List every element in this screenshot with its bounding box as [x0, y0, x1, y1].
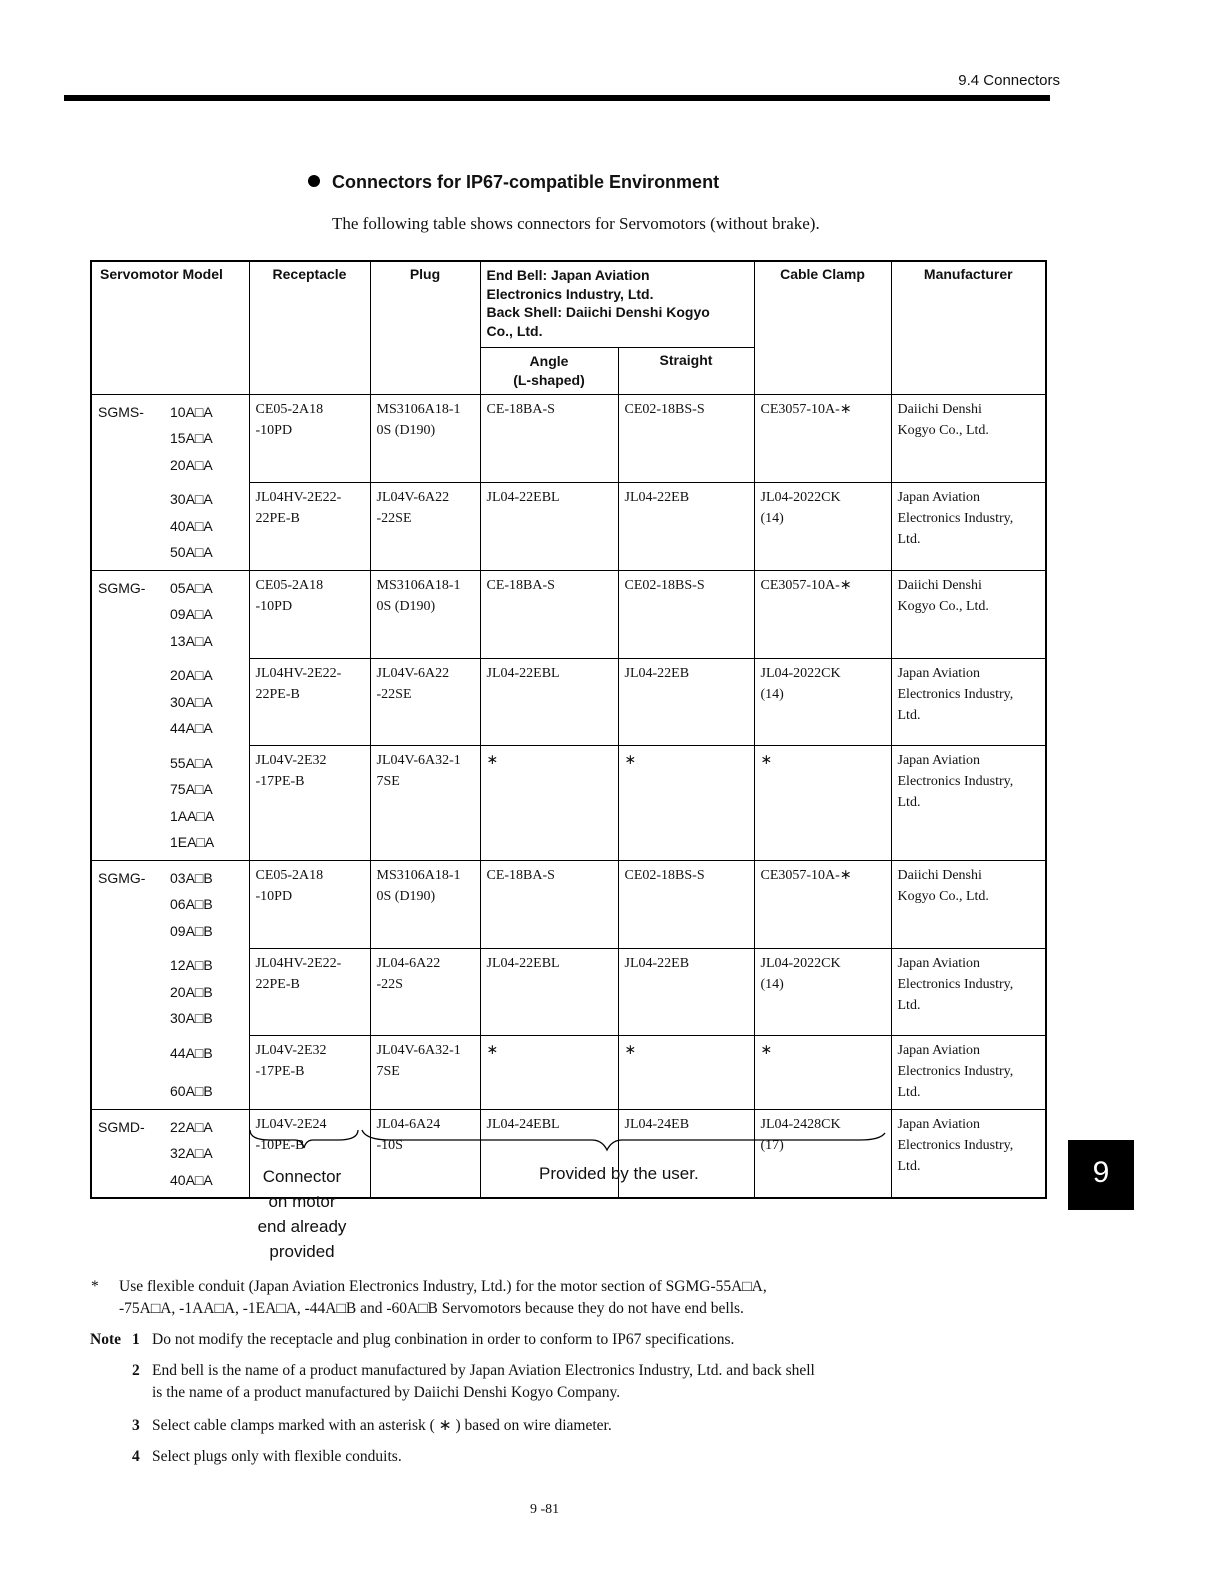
- manufacturer-line: Japan Aviation: [897, 665, 981, 681]
- manufacturer-line: Ltd.: [897, 997, 921, 1013]
- note-number: 2: [132, 1362, 140, 1379]
- receptacle-line: JL04HV-2E22-: [255, 489, 342, 505]
- plug-line: 7SE: [376, 774, 400, 789]
- clamp-line: JL04-2022CK: [760, 665, 841, 681]
- header-manufacturer: Manufacturer: [891, 261, 1046, 394]
- manufacturer-line: Japan Aviation: [897, 955, 981, 971]
- plug-line: 0S (D190): [376, 598, 436, 614]
- model-cell: [91, 1036, 249, 1110]
- plug-cell: [370, 658, 480, 746]
- receptacle-line: 22PE-B: [255, 510, 300, 526]
- brace-motor: [250, 1130, 358, 1148]
- header-receptacle: Receptacle: [249, 261, 370, 394]
- intro-text: The following table shows connectors for Servomotors (without brake).: [332, 214, 820, 233]
- model-code: 44A□A: [170, 720, 213, 736]
- note-number: 1: [132, 1331, 140, 1348]
- manufacturer-line: Kogyo Co., Ltd.: [897, 888, 989, 904]
- header-plug: Plug: [370, 261, 480, 394]
- table-row: [91, 570, 1046, 658]
- manufacturer-line: Electronics Industry,: [897, 774, 1014, 789]
- receptacle-line: CE05-2A18: [255, 401, 324, 417]
- plug-line: MS3106A18-1: [376, 401, 461, 417]
- plug-cell: [370, 570, 480, 658]
- model-cell: [91, 1109, 249, 1198]
- receptacle-cell: [249, 948, 370, 1036]
- model-code: 40A□A: [170, 517, 213, 534]
- manufacturer-line: Ltd.: [897, 531, 921, 547]
- model-cell: [91, 860, 249, 948]
- plug-line: 7SE: [376, 1064, 400, 1079]
- manufacturer-line: Electronics Industry,: [897, 976, 1014, 992]
- model-code: 75A□A: [170, 781, 213, 797]
- receptacle-cell: [249, 1036, 370, 1110]
- clamp-cell: [754, 1036, 891, 1110]
- table-row: [91, 1036, 1046, 1110]
- clamp-line: ∗: [760, 1043, 773, 1058]
- receptacle-line: CE05-2A18: [255, 577, 324, 593]
- clamp-line: (14): [760, 976, 784, 992]
- clamp-cell: [754, 948, 891, 1036]
- model-code: 06A□B: [170, 896, 213, 912]
- model-cell: [91, 658, 249, 746]
- model-code: 32A□A: [170, 1145, 213, 1161]
- receptacle-line: -10PD: [255, 888, 293, 904]
- plug-line: MS3106A18-1: [376, 867, 461, 883]
- manufacturer-line: Daiichi Denshi: [897, 867, 982, 883]
- note-text: Do not modify the receptacle and plug conbination in order to conform to IP67 specifications.: [152, 1331, 735, 1348]
- manufacturer-cell: [891, 948, 1046, 1036]
- receptacle-line: -17PE-B: [255, 774, 305, 789]
- page-number: 9 -81: [530, 1502, 560, 1517]
- header-endbell-line: Back Shell: Daiichi Denshi Kogyo: [486, 304, 710, 320]
- receptacle-line: -10PE-B: [255, 1137, 305, 1153]
- model-code: 55A□A: [170, 754, 213, 771]
- clamp-cell: [754, 394, 891, 482]
- note-text: Select cable clamps marked with an asterisk ( ∗ ) based on wire diameter.: [152, 1417, 612, 1434]
- angle-cell: JL04-22EBL: [480, 482, 618, 570]
- model-code: 30A□A: [170, 693, 213, 710]
- footnote-line: Use flexible conduit (Japan Aviation Electronics Industry, Ltd.) for the motor section of SGMG-55A□A,: [119, 1278, 767, 1295]
- straight-cell: CE02-18BS-S: [618, 394, 754, 482]
- header-rule: [64, 95, 1050, 101]
- chapter-tab: 9: [1068, 1140, 1134, 1210]
- plug-line: -22SE: [376, 510, 412, 526]
- label-motor-line: end already: [257, 1217, 347, 1236]
- manufacturer-line: Electronics Industry,: [897, 686, 1014, 702]
- clamp-cell: [754, 570, 891, 658]
- section-header: 9.4 Connectors: [958, 72, 1060, 89]
- plug-cell: [370, 860, 480, 948]
- plug-cell: [370, 948, 480, 1036]
- brace-user: [362, 1130, 885, 1150]
- clamp-line: (17): [760, 1137, 784, 1153]
- clamp-cell: [754, 860, 891, 948]
- table-row: [91, 482, 1046, 570]
- clamp-line: ∗: [760, 753, 773, 768]
- brace-annotation: [240, 1128, 900, 1158]
- model-code: 15A□A: [170, 430, 213, 446]
- series-label: SGMD-: [98, 1118, 145, 1135]
- clamp-line: CE3057-10A-∗: [760, 867, 852, 883]
- header-endbell-line: End Bell: Japan Aviation: [486, 267, 650, 283]
- angle-cell: JL04-24EBL: [480, 1109, 618, 1198]
- header-angle-line: (L-shaped): [513, 371, 585, 388]
- angle-cell: ∗: [480, 746, 618, 861]
- model-code: 1EA□A: [170, 834, 215, 850]
- clamp-line: (14): [760, 510, 784, 526]
- label-motor-provided: [240, 1164, 364, 1264]
- manufacturer-line: Ltd.: [897, 707, 921, 723]
- manufacturer-line: Japan Aviation: [897, 753, 981, 768]
- manufacturer-cell: [891, 860, 1046, 948]
- receptacle-line: JL04V-2E32: [255, 1043, 327, 1058]
- manufacturer-cell: [891, 394, 1046, 482]
- receptacle-line: 22PE-B: [255, 686, 300, 702]
- model-code: 20A□A: [170, 456, 213, 473]
- footnote-text: [119, 1276, 1019, 1320]
- note-label: Note: [90, 1331, 121, 1348]
- note-text: [152, 1360, 1032, 1404]
- model-code: 20A□B: [170, 983, 213, 1000]
- manufacturer-cell: [891, 570, 1046, 658]
- table-row: [91, 860, 1046, 948]
- footnote-line: -75A□A, -1AA□A, -1EA□A, -44A□B and -60A□B Servomotors because they do not have end bells.: [119, 1300, 744, 1317]
- model-code: 10A□A: [170, 403, 213, 420]
- straight-cell: JL04-22EB: [618, 658, 754, 746]
- model-code: 13A□A: [170, 632, 213, 649]
- model-cell: [91, 394, 249, 482]
- straight-cell: JL04-24EB: [618, 1109, 754, 1198]
- manufacturer-line: Electronics Industry,: [897, 510, 1014, 526]
- manufacturer-cell: [891, 746, 1046, 861]
- series-label: SGMS-: [98, 403, 144, 420]
- clamp-cell: [754, 482, 891, 570]
- model-code: 40A□A: [170, 1171, 213, 1188]
- plug-line: MS3106A18-1: [376, 577, 461, 593]
- header-cable-clamp: Cable Clamp: [754, 261, 891, 394]
- manufacturer-line: Kogyo Co., Ltd.: [897, 422, 989, 438]
- label-motor-line: Connector: [262, 1167, 342, 1186]
- clamp-line: JL04-2428CK: [760, 1116, 841, 1132]
- manufacturer-line: Japan Aviation: [897, 1116, 981, 1132]
- manufacturer-cell: [891, 1109, 1046, 1198]
- plug-cell: [370, 394, 480, 482]
- straight-cell: JL04-22EB: [618, 482, 754, 570]
- clamp-line: JL04-2022CK: [760, 955, 841, 971]
- angle-cell: JL04-22EBL: [480, 948, 618, 1036]
- angle-cell: CE-18BA-S: [480, 860, 618, 948]
- series-label: SGMG-: [98, 869, 146, 886]
- clamp-line: JL04-2022CK: [760, 489, 841, 505]
- manufacturer-line: Ltd.: [897, 795, 921, 810]
- angle-cell: ∗: [480, 1036, 618, 1110]
- model-code: 60A□B: [170, 1083, 213, 1099]
- plug-line: 0S (D190): [376, 888, 436, 904]
- series-label: SGMG-: [98, 579, 146, 596]
- table-row: [91, 658, 1046, 746]
- receptacle-line: JL04HV-2E22-: [255, 955, 342, 971]
- model-code: 22A□A: [170, 1118, 213, 1135]
- table-row: [91, 746, 1046, 861]
- table-row: [91, 394, 1046, 482]
- header-endbell: [480, 261, 754, 347]
- plug-line: -22S: [376, 976, 403, 992]
- plug-cell: [370, 482, 480, 570]
- model-code: 09A□A: [170, 606, 213, 622]
- clamp-cell: [754, 658, 891, 746]
- model-cell: [91, 746, 249, 861]
- receptacle-line: JL04HV-2E22-: [255, 665, 342, 681]
- angle-cell: JL04-22EBL: [480, 658, 618, 746]
- model-code: 44A□B: [170, 1044, 213, 1061]
- manufacturer-line: Ltd.: [897, 1085, 921, 1100]
- receptacle-cell: [249, 394, 370, 482]
- manufacturer-line: Daiichi Denshi: [897, 401, 982, 417]
- manufacturer-cell: [891, 482, 1046, 570]
- connector-table: [90, 260, 1047, 1199]
- model-code: 50A□A: [170, 544, 213, 560]
- note-line: is the name of a product manufactured by Daiichi Denshi Kogyo Company.: [152, 1384, 621, 1401]
- model-code: 30A□B: [170, 1010, 213, 1026]
- manufacturer-line: Japan Aviation: [897, 489, 981, 505]
- angle-cell: CE-18BA-S: [480, 570, 618, 658]
- receptacle-line: 22PE-B: [255, 976, 300, 992]
- header-endbell-line: Electronics Industry, Ltd.: [486, 285, 654, 302]
- plug-line: JL04V-6A22: [376, 665, 450, 681]
- receptacle-line: -10PD: [255, 598, 293, 614]
- receptacle-cell: [249, 658, 370, 746]
- model-code: 09A□B: [170, 922, 213, 939]
- plug-cell: [370, 746, 480, 861]
- label-motor-line: on motor: [268, 1192, 336, 1211]
- model-code: 12A□B: [170, 957, 213, 973]
- plug-line: JL04V-6A22: [376, 489, 450, 505]
- manufacturer-line: Japan Aviation: [897, 1043, 981, 1058]
- receptacle-cell: [249, 860, 370, 948]
- receptacle-cell: [249, 570, 370, 658]
- plug-line: -22SE: [376, 686, 412, 702]
- receptacle-line: CE05-2A18: [255, 867, 324, 883]
- plug-line: JL04-6A22: [376, 955, 441, 971]
- plug-line: 0S (D190): [376, 422, 436, 438]
- section-title-text: Connectors for IP67-compatible Environment: [332, 172, 720, 192]
- straight-cell: JL04-22EB: [618, 948, 754, 1036]
- footnote-mark: *: [91, 1278, 99, 1295]
- header-angle-line: Angle: [529, 352, 569, 369]
- model-code: 05A□A: [170, 579, 213, 596]
- straight-cell: CE02-18BS-S: [618, 570, 754, 658]
- note-text: Select plugs only with flexible conduits.: [152, 1448, 402, 1465]
- manufacturer-line: Ltd.: [897, 1158, 921, 1174]
- table-row: [91, 948, 1046, 1036]
- receptacle-cell: [249, 482, 370, 570]
- bullet-icon: [308, 175, 320, 187]
- model-cell: [91, 570, 249, 658]
- manufacturer-cell: [891, 658, 1046, 746]
- plug-cell: [370, 1036, 480, 1110]
- clamp-line: CE3057-10A-∗: [760, 577, 852, 593]
- clamp-cell: [754, 746, 891, 861]
- manufacturer-line: Kogyo Co., Ltd.: [897, 598, 989, 614]
- label-motor-line: provided: [269, 1242, 335, 1261]
- receptacle-line: -10PD: [255, 422, 293, 438]
- straight-cell: ∗: [618, 746, 754, 861]
- plug-line: JL04V-6A32-1: [376, 753, 461, 768]
- manufacturer-line: Daiichi Denshi: [897, 577, 982, 593]
- clamp-line: (14): [760, 686, 784, 702]
- note-line: End bell is the name of a product manufactured by Japan Aviation Electronics Industry, Ltd. and back shell: [152, 1362, 815, 1379]
- manufacturer-line: Electronics Industry,: [897, 1137, 1014, 1153]
- straight-cell: ∗: [618, 1036, 754, 1110]
- header-endbell-line: Co., Ltd.: [486, 322, 543, 339]
- model-code: 03A□B: [170, 869, 213, 886]
- model-code: 20A□A: [170, 667, 213, 683]
- straight-cell: CE02-18BS-S: [618, 860, 754, 948]
- receptacle-cell: [249, 746, 370, 861]
- manufacturer-cell: [891, 1036, 1046, 1110]
- header-model: Servomotor Model: [91, 261, 249, 394]
- receptacle-line: -17PE-B: [255, 1064, 305, 1079]
- model-code: 1AA□A: [170, 807, 215, 824]
- note-number: 3: [132, 1417, 140, 1434]
- model-code: 30A□A: [170, 491, 213, 507]
- angle-cell: CE-18BA-S: [480, 394, 618, 482]
- section-title: [308, 172, 719, 193]
- label-user-provided: Provided by the user.: [539, 1164, 699, 1183]
- header-straight: Straight: [618, 347, 754, 394]
- plug-line: -10S: [376, 1137, 403, 1153]
- header-angle: [480, 347, 618, 394]
- receptacle-line: JL04V-2E24: [255, 1116, 327, 1132]
- manufacturer-line: Electronics Industry,: [897, 1064, 1014, 1079]
- plug-line: JL04V-6A32-1: [376, 1043, 461, 1058]
- model-cell: [91, 482, 249, 570]
- plug-line: JL04-6A24: [376, 1116, 441, 1132]
- receptacle-line: JL04V-2E32: [255, 753, 327, 768]
- model-cell: [91, 948, 249, 1036]
- clamp-line: CE3057-10A-∗: [760, 401, 852, 417]
- note-number: 4: [132, 1448, 140, 1465]
